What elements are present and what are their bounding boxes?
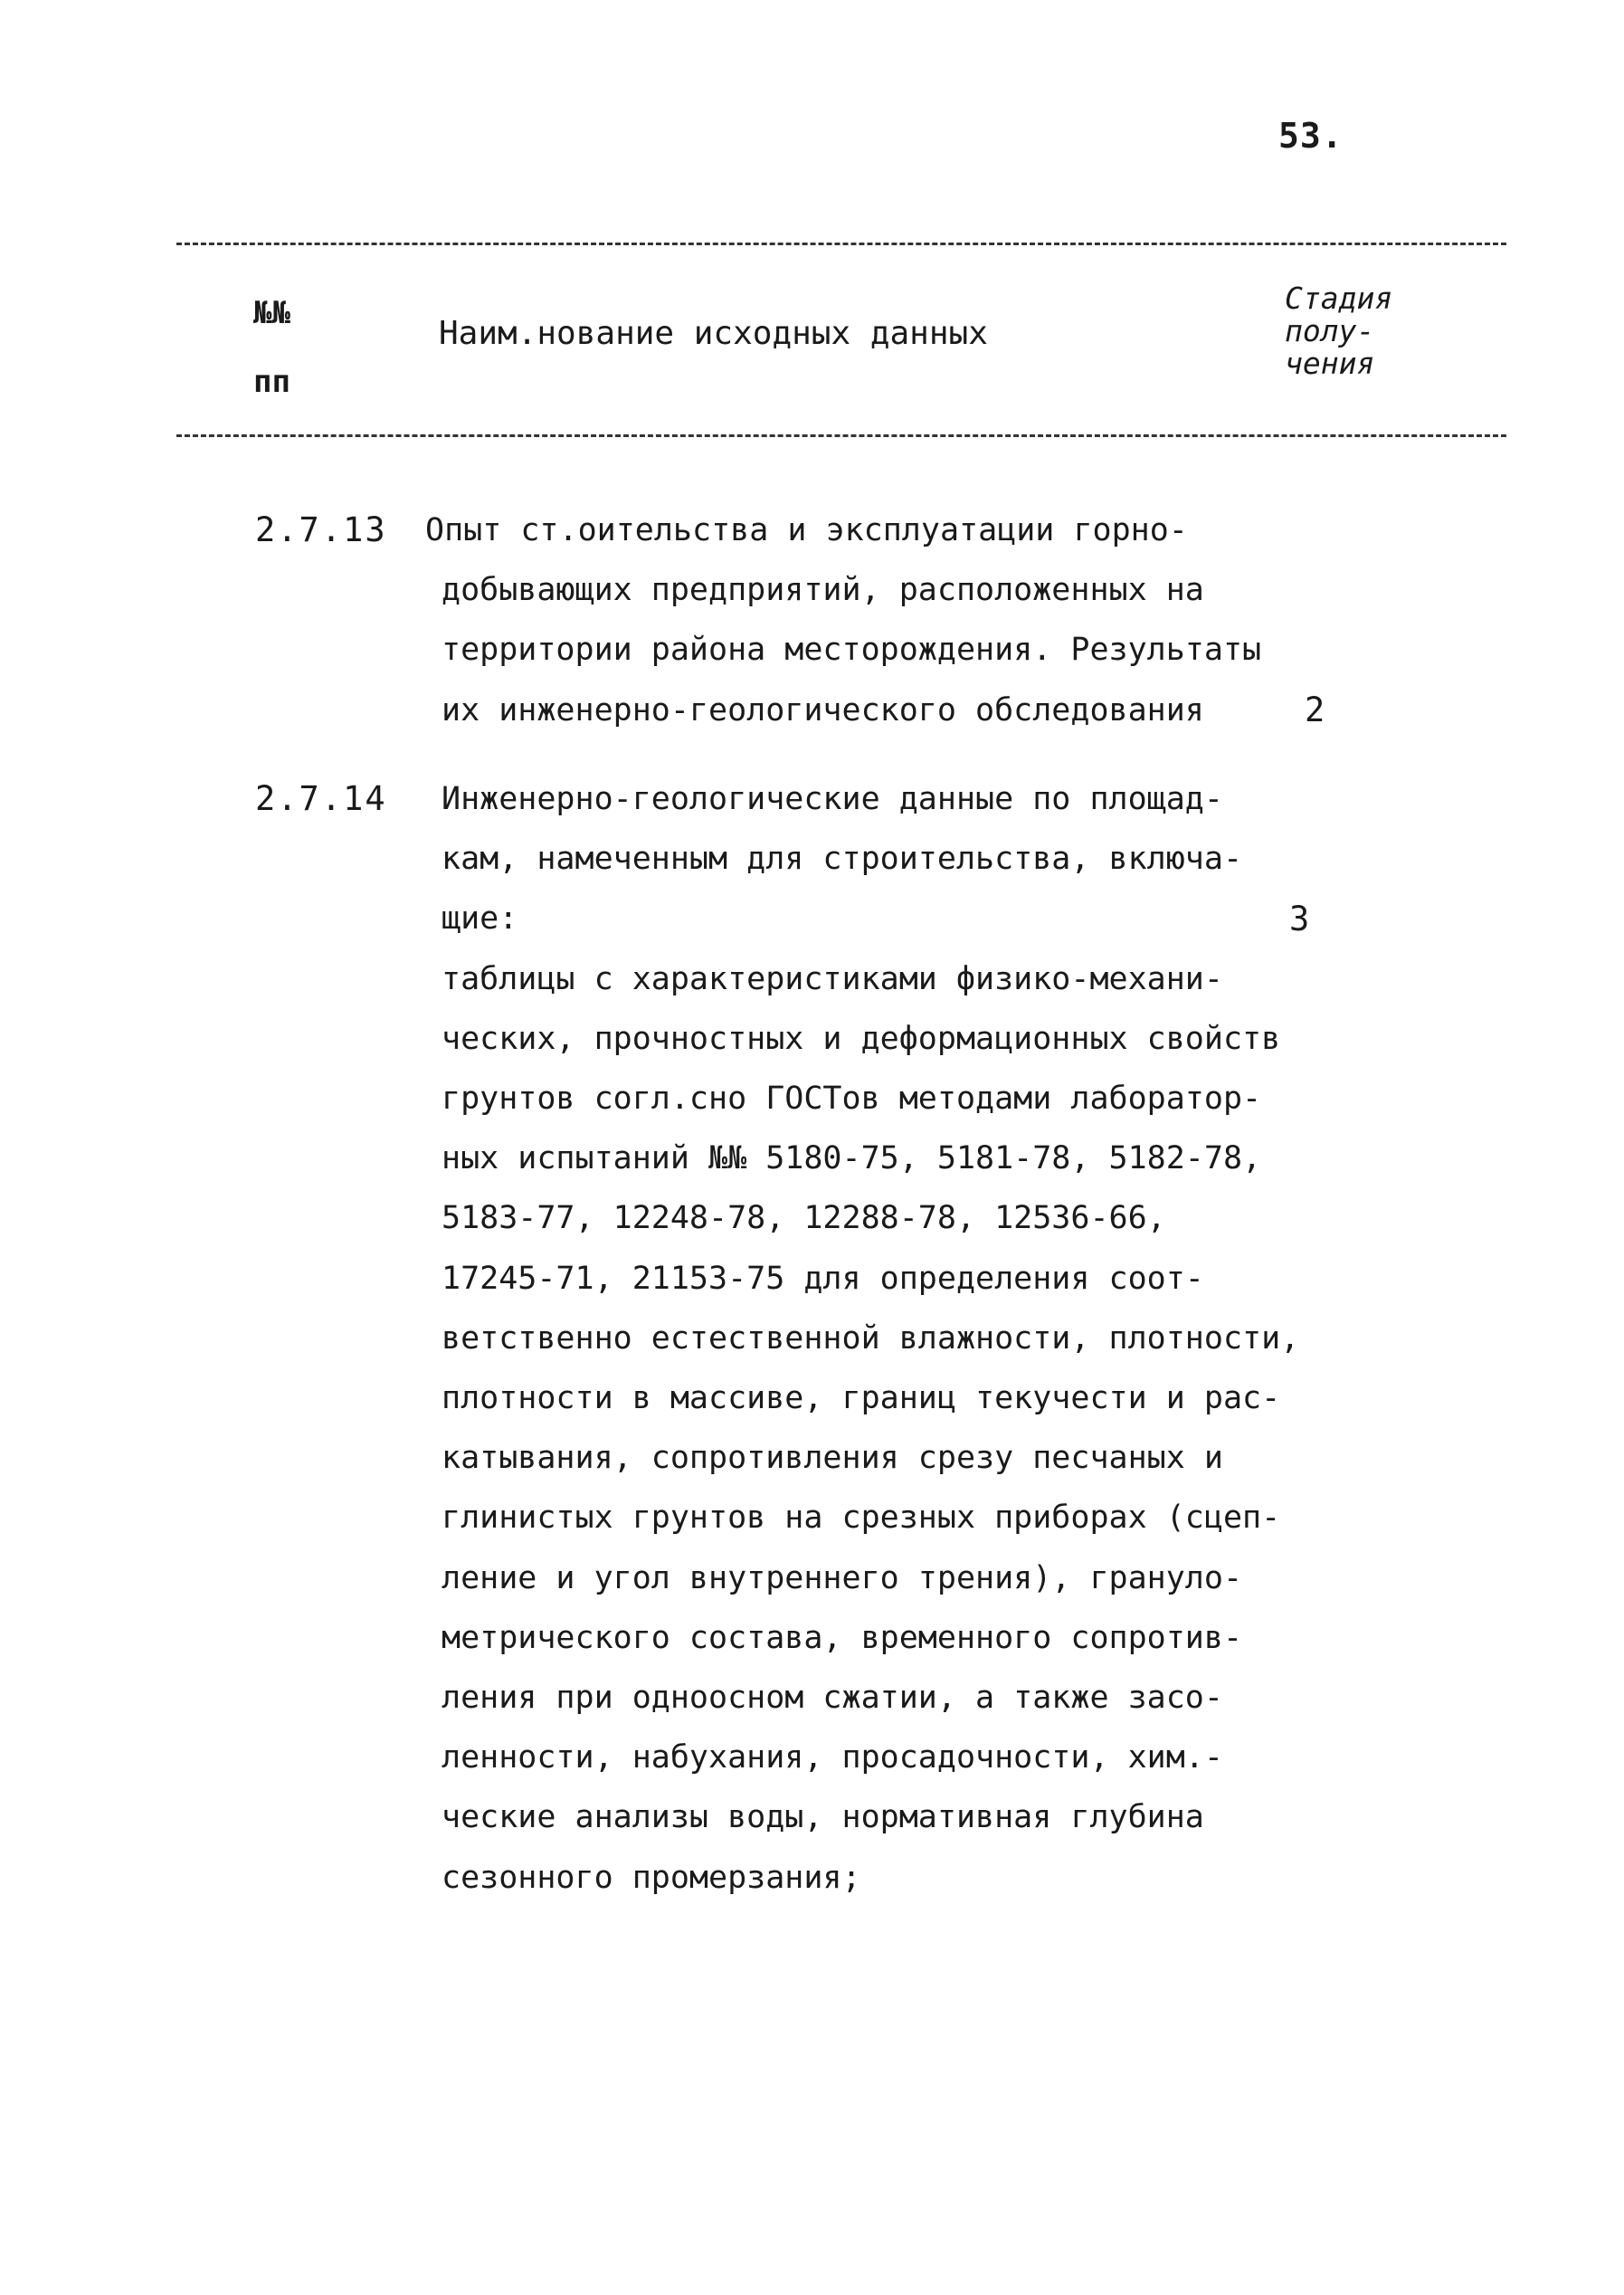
entry-line: ных испытаний №№ 5180-75, 5181-78, 5182-78, — [442, 1140, 1262, 1177]
entry-line: Опыт ст.оительства и эксплуатации горно- — [425, 512, 1188, 548]
entry-line: глинистых грунтов на срезных приборах (сцеп- — [442, 1500, 1281, 1537]
entry-description — [442, 769, 1299, 1908]
header-bottom-rule — [176, 434, 1506, 437]
entry-line: ление и угол внутреннего трения), грануло- — [442, 1559, 1243, 1596]
entry-number: 2.7.13 — [255, 510, 387, 549]
stage-header-line: чения — [1285, 346, 1375, 381]
entry-line: Инженерно-геологические данные по площад- — [442, 781, 1223, 817]
entry-line: катывания, сопротивления срезу песчаных и — [442, 1440, 1223, 1477]
stage-value: 3 — [1289, 900, 1310, 938]
entry-description — [425, 500, 1261, 740]
entry-line: щие: — [442, 900, 518, 938]
entry-line: грунтов согл.сно ГОСТов методами лаборатор- — [442, 1081, 1262, 1118]
entry-line: их инженерно-геологического обследования — [442, 691, 1204, 728]
entry-line: кам, намеченным для строительства, включа- — [442, 841, 1243, 878]
stage-column-header — [1285, 282, 1392, 380]
entry-line: плотности в массиве, границ текучести и рас- — [442, 1380, 1281, 1417]
stage-header-line: Стадия — [1285, 281, 1393, 316]
stage-value: 2 — [1305, 690, 1325, 729]
page-number: 53. — [1278, 116, 1344, 156]
name-column-header: Наим.нование исходных данных — [439, 315, 988, 352]
number-header-line: пп — [253, 364, 290, 400]
entry-line: ческих, прочностных и деформационных свойств — [442, 1020, 1281, 1057]
entry-line: ветственно естественной влажности, плотности, — [442, 1319, 1300, 1357]
entry-line: сезонного промерзания; — [442, 1859, 861, 1896]
entry-number: 2.7.14 — [255, 779, 387, 818]
number-column-header — [253, 279, 290, 416]
entry-line: 5183-77, 12248-78, 12288-78, 12536-66, — [442, 1200, 1166, 1237]
entry-line: метрического состава, временного сопротив- — [442, 1619, 1243, 1656]
stage-header-line: полу- — [1285, 313, 1375, 348]
entry-line: 17245-71, 21153-75 для определения соот- — [442, 1260, 1204, 1297]
entry-line: ческие анализы воды, нормативная глубина — [442, 1799, 1204, 1836]
entry-line: добывающих предприятий, расположенных на — [442, 572, 1204, 609]
entry-line: ленности, набухания, просадочности, хим.- — [442, 1739, 1223, 1776]
header-top-rule — [176, 243, 1506, 245]
number-header-line: №№ — [253, 295, 290, 331]
entry-line: территории района месторождения. Результаты — [442, 632, 1262, 669]
entry-line: ления при одноосном сжатии, а также засо- — [442, 1680, 1223, 1717]
entry-line: таблицы с характеристиками физико-механи- — [442, 960, 1223, 997]
